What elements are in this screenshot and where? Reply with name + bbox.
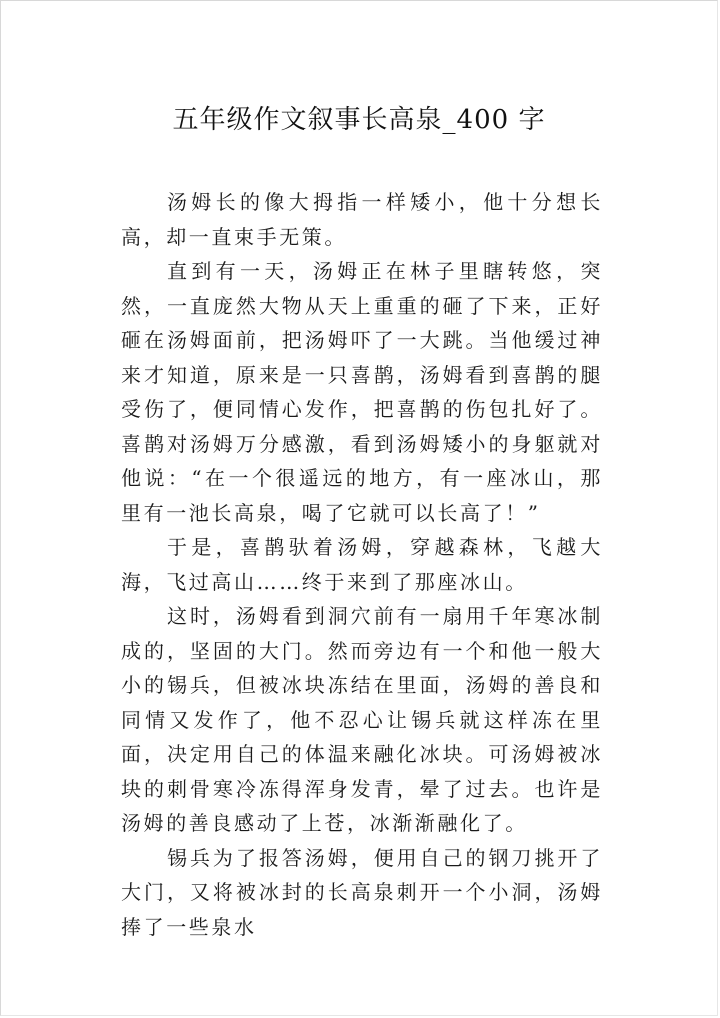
document-body — [121, 185, 603, 944]
paragraph: 锡兵为了报答汤姆，便用自己的钢刀挑开了大门，又将被冰封的长高泉刺开一个小洞，汤姆捧了一些泉水 — [121, 845, 603, 939]
paragraph: 直到有一天，汤姆正在林子里瞎转悠，突然，一直庞然大物从天上重重的砸了下来，正好砸在汤姆面前，把汤姆吓了一大跳。当他缓过神来才知道，原来是一只喜鹊，汤姆看到喜鹊的腿受伤了，便同情心发作，把喜鹊的伤包扎好了。喜鹊对汤姆万分感激，看到汤姆矮小的身躯就对他说：“在一个很遥远的地方，有一座冰山，那里有一池长高泉，喝了它就可以长高了！” — [121, 259, 603, 525]
paragraph: 汤姆长的像大拇指一样矮小，他十分想长高，却一直束手无策。 — [121, 190, 603, 249]
document-title: 五年级作文叙事长高泉_400 字 — [172, 105, 546, 135]
paragraph: 于是，喜鹊驮着汤姆，穿越森林，飞越大海，飞过高山……终于来到了那座冰山。 — [121, 535, 603, 594]
paragraph: 这时，汤姆看到洞穴前有一扇用千年寒冰制成的，坚固的大门。然而旁边有一个和他一般大小的锡兵，但被冰块冻结在里面，汤姆的善良和同情又发作了，他不忍心让锡兵就这样冻在里面，决定用自己的体温来融化冰块。可汤姆被冰块的刺骨寒冷冻得浑身发青，晕了过去。也许是汤姆的善良感动了上苍，冰渐渐融化了。 — [121, 604, 603, 835]
